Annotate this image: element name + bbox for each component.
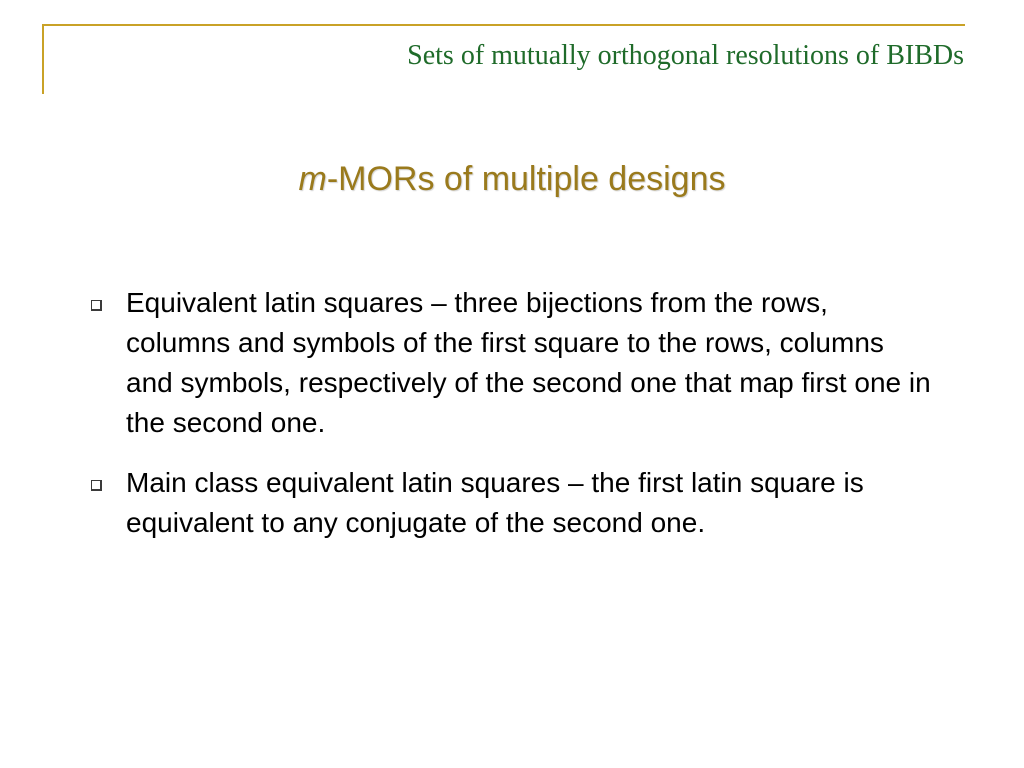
bullet-text: Main class equivalent latin squares – the first latin square is equivalent to any conjugate of the second one. <box>126 467 864 538</box>
slide-title-italic: m <box>298 160 327 198</box>
slide-title-rest: -MORs of multiple designs <box>326 160 726 198</box>
square-bullet-icon <box>91 480 102 491</box>
bullet-item <box>86 463 936 543</box>
square-bullet-icon <box>91 300 102 311</box>
bullet-item <box>86 283 936 443</box>
frame-top-line <box>42 24 965 26</box>
header-title: Sets of mutually orthogonal resolutions of BIBDs <box>407 40 964 71</box>
slide-title <box>0 160 1024 199</box>
frame-left-line <box>42 24 44 94</box>
bullet-text: Equivalent latin squares – three bijections from the rows, columns and symbols of the first square to the rows, columns and symbols, respectively of the second one that map first one in the second one. <box>126 287 931 438</box>
bullet-list <box>86 283 936 563</box>
